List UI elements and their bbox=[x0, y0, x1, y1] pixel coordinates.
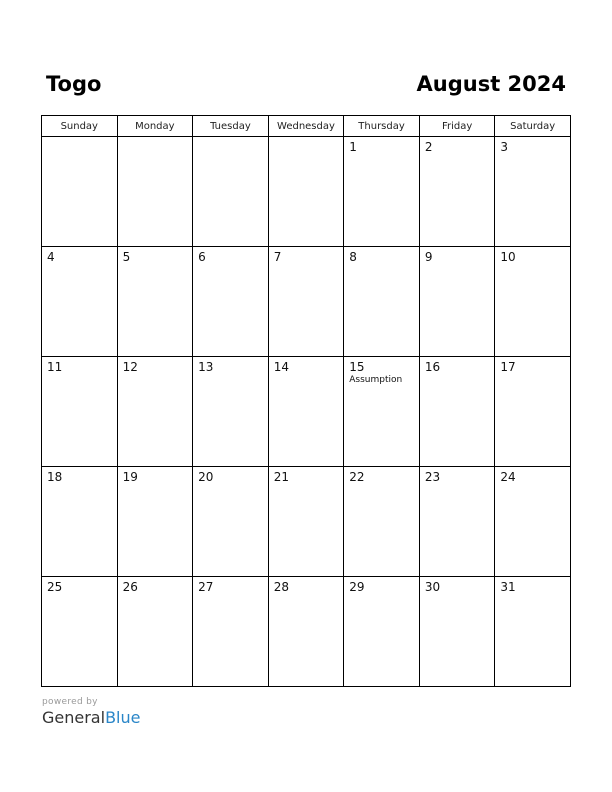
weekday-header-row bbox=[42, 116, 571, 137]
day-number: 1 bbox=[349, 140, 357, 154]
logo-text-general: General bbox=[42, 708, 106, 727]
day-cell bbox=[117, 467, 193, 577]
day-cell bbox=[419, 247, 495, 357]
day-number: 3 bbox=[500, 140, 509, 154]
day-number: 20 bbox=[198, 470, 214, 484]
day-number: 23 bbox=[424, 470, 441, 484]
day-cell bbox=[419, 357, 495, 467]
day-number: 15 bbox=[349, 360, 365, 374]
day-cell bbox=[42, 467, 118, 577]
logo-text-blue: Blue bbox=[105, 708, 141, 727]
weekday-header-monday: Monday bbox=[117, 116, 193, 137]
day-cell bbox=[117, 247, 193, 357]
powered-by-text: powered by bbox=[42, 697, 98, 707]
day-number: 28 bbox=[273, 580, 289, 594]
weekday-header-saturday: Saturday bbox=[495, 116, 571, 137]
day-number: 30 bbox=[424, 580, 441, 594]
day-number: 5 bbox=[122, 250, 131, 264]
day-number bbox=[42, 137, 117, 140]
footer-branding bbox=[42, 696, 140, 728]
week-row bbox=[42, 247, 571, 357]
day-number: 9 bbox=[424, 250, 433, 264]
week-row bbox=[42, 137, 571, 247]
day-cell bbox=[344, 247, 420, 357]
day-number: 11 bbox=[47, 360, 63, 374]
day-number: 14 bbox=[273, 360, 289, 374]
day-cell bbox=[495, 577, 571, 687]
day-number: 6 bbox=[198, 250, 206, 264]
day-number: 21 bbox=[273, 470, 289, 484]
day-cell bbox=[268, 137, 344, 247]
weekday-header-tuesday: Tuesday bbox=[193, 116, 269, 137]
generalblue-logo[interactable] bbox=[42, 708, 140, 728]
day-cell bbox=[117, 357, 193, 467]
day-cell bbox=[419, 137, 495, 247]
day-number bbox=[193, 137, 268, 140]
day-cell bbox=[193, 247, 269, 357]
day-cell bbox=[117, 577, 193, 687]
weekday-header-wednesday: Wednesday bbox=[268, 116, 344, 137]
day-number: 29 bbox=[349, 580, 365, 594]
day-number: 25 bbox=[47, 580, 63, 594]
day-cell bbox=[495, 357, 571, 467]
day-cell bbox=[268, 577, 344, 687]
day-number bbox=[118, 137, 193, 140]
day-cell bbox=[117, 137, 193, 247]
month-title: August 2024 bbox=[416, 72, 566, 96]
day-number: 31 bbox=[500, 580, 516, 594]
day-cell bbox=[344, 137, 420, 247]
week-row bbox=[42, 577, 571, 687]
day-cell bbox=[344, 357, 420, 467]
day-number: 13 bbox=[198, 360, 214, 374]
day-cell bbox=[268, 357, 344, 467]
day-number bbox=[269, 137, 344, 140]
day-cell bbox=[344, 577, 420, 687]
day-number: 24 bbox=[500, 470, 516, 484]
holiday-label: Assumption bbox=[349, 375, 403, 385]
day-cell bbox=[42, 247, 118, 357]
day-cell bbox=[268, 467, 344, 577]
day-number: 27 bbox=[198, 580, 214, 594]
day-cell bbox=[495, 467, 571, 577]
day-number: 18 bbox=[47, 470, 63, 484]
country-title: Togo bbox=[46, 72, 102, 96]
day-cell bbox=[42, 577, 118, 687]
day-number: 17 bbox=[500, 360, 516, 374]
day-cell bbox=[193, 357, 269, 467]
day-number: 12 bbox=[122, 360, 138, 374]
day-cell bbox=[193, 137, 269, 247]
day-number: 8 bbox=[349, 250, 357, 264]
day-number: 26 bbox=[122, 580, 138, 594]
calendar-grid bbox=[41, 115, 571, 687]
week-row bbox=[42, 357, 571, 467]
day-number: 2 bbox=[424, 140, 433, 154]
day-cell bbox=[495, 247, 571, 357]
day-cell bbox=[344, 467, 420, 577]
day-cell bbox=[42, 137, 118, 247]
day-cell bbox=[193, 467, 269, 577]
day-number: 10 bbox=[500, 250, 516, 264]
day-number: 7 bbox=[273, 250, 282, 264]
day-cell bbox=[193, 577, 269, 687]
day-cell bbox=[268, 247, 344, 357]
weekday-header-friday: Friday bbox=[419, 116, 495, 137]
day-cell bbox=[42, 357, 118, 467]
week-row bbox=[42, 467, 571, 577]
day-number: 4 bbox=[47, 250, 55, 264]
day-cell bbox=[419, 467, 495, 577]
weekday-header-sunday: Sunday bbox=[42, 116, 118, 137]
day-cell bbox=[495, 137, 571, 247]
day-cell bbox=[419, 577, 495, 687]
weekday-header-thursday: Thursday bbox=[344, 116, 420, 137]
day-number: 16 bbox=[424, 360, 441, 374]
day-number: 22 bbox=[349, 470, 365, 484]
day-number: 19 bbox=[122, 470, 138, 484]
